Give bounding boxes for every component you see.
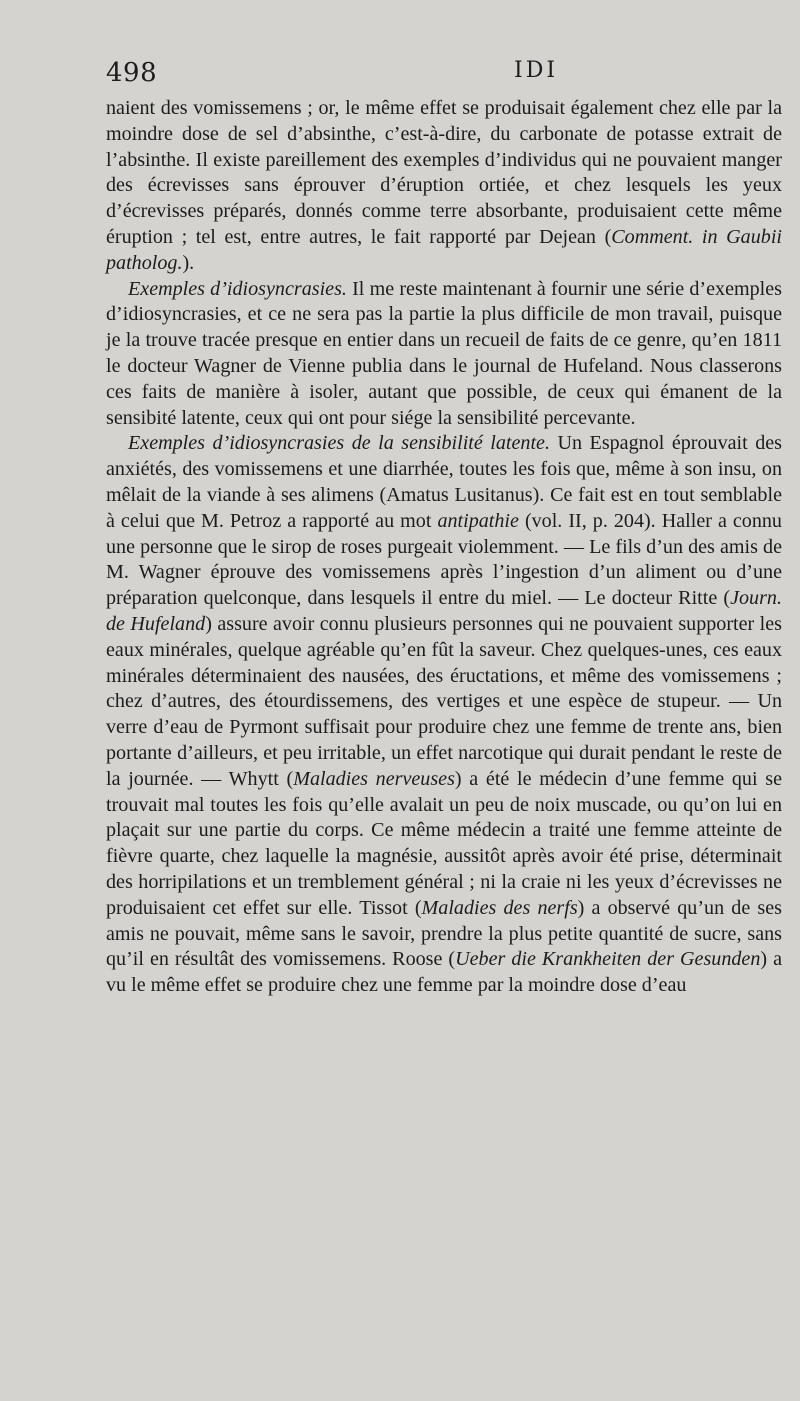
text-run: naient des vomissemens ; or, le même effet se produisait également chez elle par la moindre dose de sel d’absinthe, c’est-à-dire, du carbonate de potasse extrait de l’absinthe. Il existe pareillement des exemples d’individus qui ne pouvaient manger des écrevisses sans éprouver d’éruption ortiée, et chez lesquels les yeux d’écrevisses préparés, donnés comme terre absorbante, produisaient cette même éruption ; tel est, entre autres, le fait rapporté par Dejean ( [106,97,782,248]
body-text [106,96,782,999]
text-run: Un Espagnol éprouvait des anxiétés, des vomissemens et une diarrhée, toutes les fois que, même à son insu, on mêlait de la viande à ses alimens (Amatus Lusitanus). Ce fait est en tout semblable à celui que M. Petroz a rapporté au mot [106,432,782,532]
italic-text: Ueber die Krankheiten der Gesunden [455,948,761,971]
paragraph [106,277,782,432]
text-run: ). [182,251,195,274]
text-run: (vol. II, p. 204). Haller a connu une personne que le sirop de roses purgeait violemment. — Le fils d’un des amis de M. Wagner éprouve des vomissemens après l’ingestion d’un aliment ou d’une préparation quelconque, dans lesquels il entre du miel. — Le docteur Ritte ( [106,509,782,610]
paragraph [106,431,782,999]
italic-text: Comment. in Gaubii patholog. [106,225,782,274]
italic-text: Exemples d’idiosyncrasies. [128,277,347,300]
running-head: IDI [514,58,559,83]
text-run: ) a été le médecin d’une femme qui se trouvait mal toutes les fois qu’elle avalait un peu de noix muscade, ou qu’on lui en plaçait sur une partie du corps. Ce même médecin a traité une femme atteinte de fièvre quarte, chez laquelle la magnésie, aussitôt après avoir été prise, déterminait des horripilations et un tremblement général ; ni la craie ni les yeux d’écrevisses ne produisaient cet effet sur elle. Tissot ( [106,767,782,919]
italic-text: Maladies des nerfs [421,896,578,919]
italic-text: antipathie [437,509,519,532]
text-run: ) a vu le même effet se produire chez une femme par la moindre dose d’eau [106,948,783,997]
text-run: ) a observé qu’un de ses amis ne pouvait, même sans le savoir, prendre la plus petite quantité de sucre, sans qu’il en résultât des vomissemens. Roose ( [106,896,782,971]
text-run: ) assure avoir connu plusieurs personnes qui ne pouvaient supporter les eaux minérales, quelque agréable qu’en fût la saveur. Chez quelques-unes, ces eaux minérales déterminaient des nausées, des éructations, et même des vomissemens ; chez d’autres, des étourdissemens, des vertiges et une espèce de stupeur. — Un verre d’eau de Pyrmont suffisait pour produire chez une femme de trente ans, bien portante d’ailleurs, et peu irritable, un effet narcotique qui durait pendant le reste de la journée. — Whytt ( [106,612,782,790]
italic-text: Journ. de Hufeland [106,587,782,635]
paragraph [106,96,782,277]
page-number: 498 [106,58,158,88]
text-run: Il me reste maintenant à fournir une série d’exemples d’idiosyncrasies, et ce ne sera pas la partie la plus difficile de mon travail, puisque je la trouve tracée presque en entier dans un recueil de faits de ce genre, qu’en 1811 le docteur Wagner de Vienne publia dans le journal de Hufeland. Nous classerons ces faits de manière à isoler, autant que possible, de ceux qui émanent de la sensibité latente, ceux qui ont pour siége la sensibilité percevante. [106,277,782,429]
italic-text: Maladies nerveuses [293,767,455,790]
page-header [106,58,782,98]
italic-text: Exemples d’idiosyncrasies de la sensibilité latente. [128,432,550,455]
